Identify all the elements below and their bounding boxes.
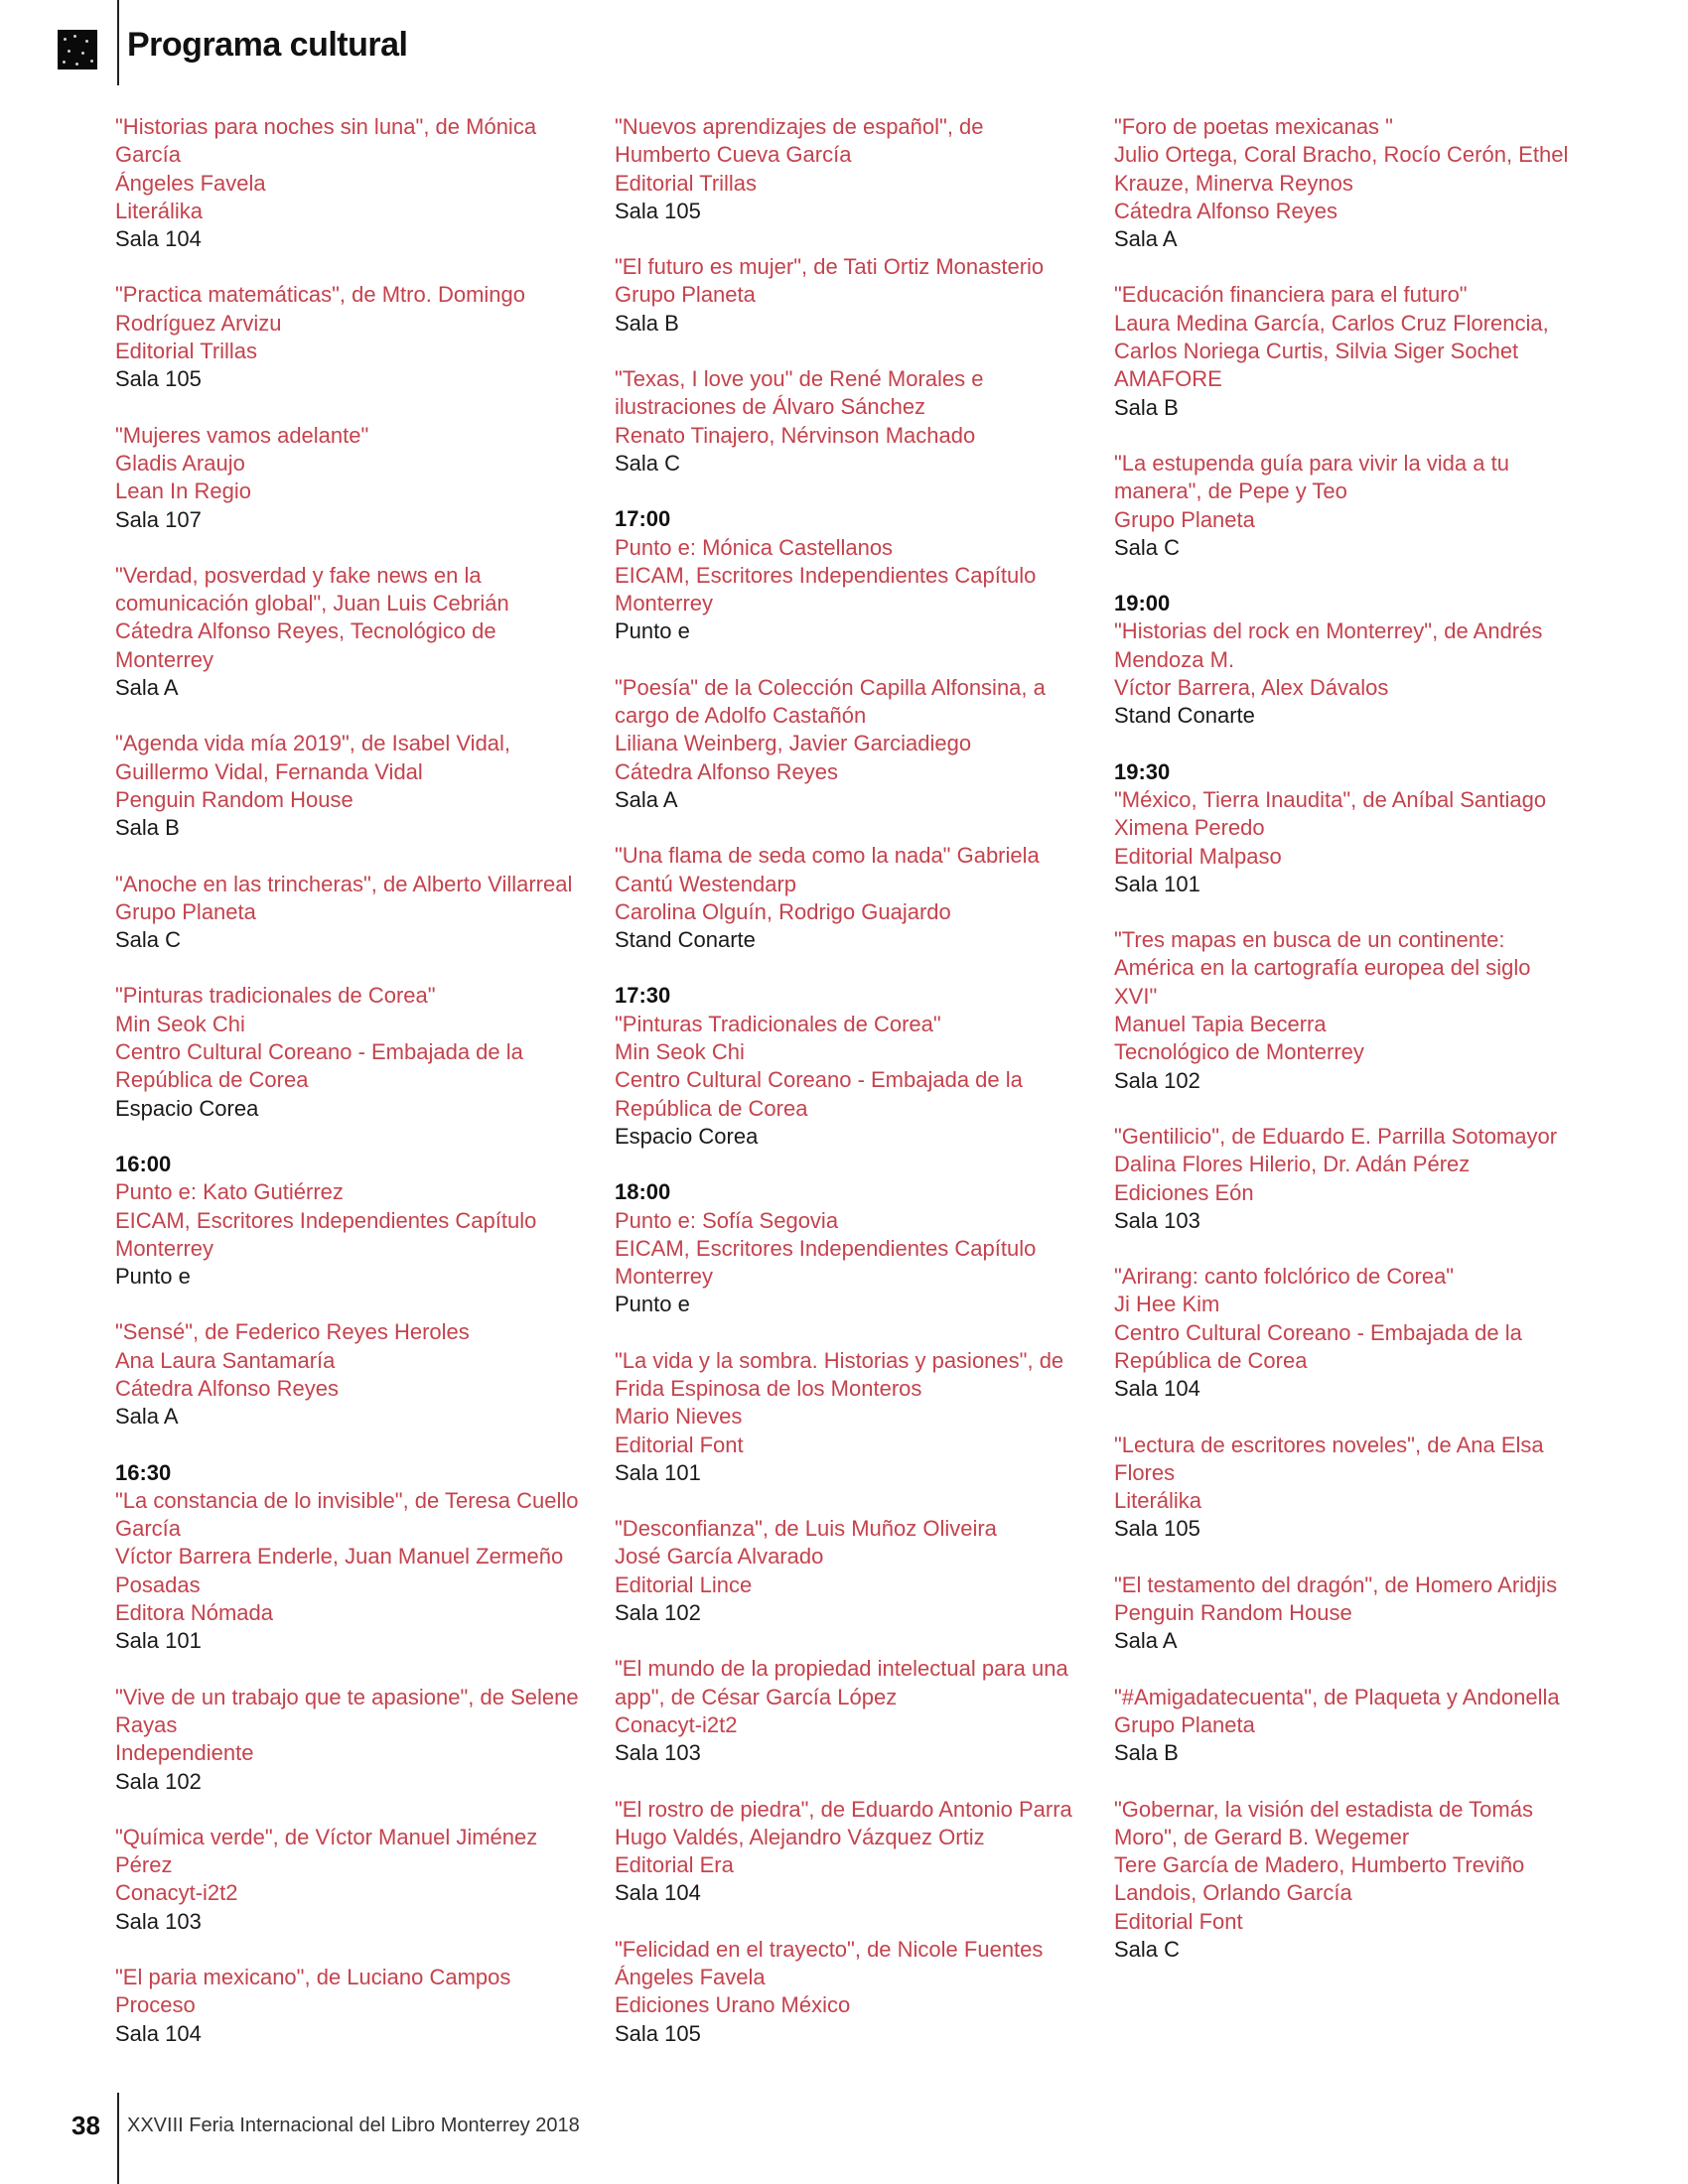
event-venue: Stand Conarte (1114, 703, 1255, 729)
schedule-entry (115, 113, 582, 253)
event-detail-line: Flores (1114, 1459, 1176, 1485)
event-venue: Sala A (115, 675, 179, 701)
event-detail-line: Frida Espinosa de los Monteros (615, 1375, 922, 1401)
event-detail-line: Laura Medina García, Carlos Cruz Florencia, (1114, 310, 1549, 336)
schedule-entry (1114, 1571, 1581, 1656)
event-detail-line: Editorial Font (615, 1432, 744, 1457)
event-venue: Sala 102 (1114, 1067, 1200, 1093)
event-detail-line: XVI" (1114, 983, 1158, 1009)
event-venue: Sala B (1114, 1740, 1179, 1766)
page-title: Programa cultural (127, 26, 408, 64)
event-detail-line: Centro Cultural Coreano - Embajada de la (115, 1039, 523, 1065)
event-detail-line: "Gobernar, la visión del estadista de Tomás (1114, 1796, 1533, 1822)
schedule-entry (1114, 281, 1581, 421)
event-detail-line: EICAM, Escritores Independientes Capítulo (615, 562, 1037, 588)
event-detail-line: Moro", de Gerard B. Wegemer (1114, 1824, 1410, 1849)
event-detail-line: "Una flama de seda como la nada" Gabriela (615, 843, 1040, 869)
event-detail-line: Dalina Flores Hilerio, Dr. Adán Pérez (1114, 1152, 1471, 1177)
event-detail-line: "Mujeres vamos adelante" (115, 422, 369, 448)
schedule-entry (115, 562, 582, 702)
event-detail-line: "Educación financiera para el futuro" (1114, 282, 1468, 308)
event-venue: Sala 102 (615, 1600, 701, 1626)
event-detail-line: cargo de Adolfo Castañón (615, 703, 867, 729)
event-detail-line: Rayas (115, 1711, 178, 1737)
schedule-entry (615, 1936, 1081, 2048)
event-venue: Sala A (115, 1404, 179, 1430)
header-divider (117, 0, 119, 85)
event-detail-line: Cátedra Alfonso Reyes (615, 758, 839, 784)
event-detail-line: García (115, 1516, 182, 1542)
schedule-entry (615, 1515, 1081, 1627)
event-detail-line: Editorial Font (1114, 1908, 1243, 1934)
event-venue: Sala 104 (115, 226, 202, 252)
event-detail-line: Ediciones Eón (1114, 1179, 1254, 1205)
schedule-entry (615, 674, 1081, 814)
event-detail-line: "Sensé", de Federico Reyes Heroles (115, 1319, 470, 1345)
event-venue: Espacio Corea (615, 1123, 759, 1149)
event-venue: Sala 101 (1114, 871, 1200, 896)
time-slot: 19:30 (1114, 758, 1171, 784)
event-detail-line: Editora Nómada (115, 1600, 273, 1626)
event-detail-line: "Nuevos aprendizajes de español", de (615, 114, 984, 139)
schedule-entry (1114, 758, 1581, 898)
time-slot: 16:00 (115, 1151, 172, 1176)
event-detail-line: EICAM, Escritores Independientes Capítulo (615, 1235, 1037, 1261)
schedule-entry (615, 505, 1081, 645)
event-detail-line: Monterrey (615, 591, 714, 616)
schedule-entry (115, 1318, 582, 1431)
event-venue: Sala 103 (1114, 1207, 1200, 1233)
footer-event-name: XXVIII Feria Internacional del Libro Monterrey 2018 (127, 2115, 580, 2136)
event-detail-line: Min Seok Chi (115, 1011, 245, 1036)
schedule-entry (615, 982, 1081, 1151)
event-detail-line: ilustraciones de Álvaro Sánchez (615, 394, 926, 420)
event-detail-line: comunicación global", Juan Luis Cebrián (115, 591, 509, 616)
event-detail-line: "El rostro de piedra", de Eduardo Antonio Parra (615, 1796, 1072, 1822)
schedule-entry (615, 113, 1081, 225)
event-detail-line: Julio Ortega, Coral Bracho, Rocío Cerón, Ethel (1114, 142, 1569, 168)
event-detail-line: "Poesía" de la Colección Capilla Alfonsina, a (615, 674, 1046, 700)
event-detail-line: Grupo Planeta (115, 898, 256, 924)
fair-logo (58, 30, 97, 69)
event-detail-line: "El futuro es mujer", de Tati Ortiz Monasterio (615, 254, 1045, 280)
event-venue: Sala A (615, 786, 678, 812)
event-detail-line: Monterrey (115, 1235, 214, 1261)
event-venue: Sala A (1114, 1628, 1178, 1654)
schedule-entry (115, 1964, 582, 2048)
event-detail-line: Víctor Barrera Enderle, Juan Manuel Zermeño (115, 1544, 564, 1570)
event-detail-line: Cátedra Alfonso Reyes, Tecnológico de (115, 618, 496, 644)
event-detail-line: Literálika (115, 198, 204, 223)
event-venue: Sala C (1114, 534, 1181, 560)
footer-divider (117, 2093, 119, 2184)
event-venue: Sala C (615, 450, 681, 476)
event-detail-line: Renato Tinajero, Nérvinson Machado (615, 422, 976, 448)
event-venue: Sala C (1114, 1937, 1181, 1963)
event-detail-line: "Arirang: canto folclórico de Corea" (1114, 1264, 1455, 1290)
schedule-entry (115, 1684, 582, 1796)
event-detail-line: app", de César García López (615, 1684, 898, 1709)
event-detail-line: Mario Nieves (615, 1404, 743, 1430)
event-detail-line: Ángeles Favela (115, 170, 266, 196)
event-detail-line: Punto e: Mónica Castellanos (615, 534, 894, 560)
schedule-entry (115, 281, 582, 393)
event-detail-line: manera", de Pepe y Teo (1114, 478, 1347, 504)
event-venue: Sala 105 (1114, 1516, 1200, 1542)
event-venue: Stand Conarte (615, 927, 756, 953)
time-slot: 18:00 (615, 1179, 671, 1205)
event-detail-line: "Historias para noches sin luna", de Mónica (115, 114, 537, 139)
event-detail-line: Punto e: Kato Gutiérrez (115, 1179, 344, 1205)
event-detail-line: Pérez (115, 1852, 173, 1878)
schedule-entry (115, 422, 582, 534)
event-venue: Punto e (115, 1264, 191, 1290)
event-detail-line: García (115, 142, 182, 168)
event-detail-line: Tecnológico de Monterrey (1114, 1039, 1364, 1065)
event-detail-line: "Pinturas Tradicionales de Corea" (615, 1011, 941, 1036)
event-venue: Espacio Corea (115, 1095, 259, 1121)
event-detail-line: Cátedra Alfonso Reyes (115, 1375, 340, 1401)
event-detail-line: "El mundo de la propiedad intelectual para una (615, 1656, 1068, 1682)
event-detail-line: Rodríguez Arvizu (115, 310, 282, 336)
event-venue: Sala C (115, 927, 182, 953)
event-detail-line: Posadas (115, 1571, 201, 1597)
event-detail-line: Editorial Trillas (115, 339, 258, 364)
event-detail-line: Editorial Trillas (615, 170, 758, 196)
event-detail-line: Editorial Era (615, 1852, 734, 1878)
event-detail-line: Editorial Malpaso (1114, 843, 1282, 869)
schedule-entry (1114, 590, 1581, 730)
event-detail-line: EICAM, Escritores Independientes Capítulo (115, 1207, 537, 1233)
schedule-entry (115, 1824, 582, 1936)
event-detail-line: "Tres mapas en busca de un continente: (1114, 927, 1505, 953)
event-detail-line: "La vida y la sombra. Historias y pasiones", de (615, 1347, 1064, 1373)
event-detail-line: "Vive de un trabajo que te apasione", de Selene (115, 1684, 579, 1709)
event-detail-line: José García Alvarado (615, 1544, 824, 1570)
event-venue: Sala 101 (115, 1628, 202, 1654)
event-detail-line: Editorial Lince (615, 1571, 753, 1597)
event-detail-line: "Historias del rock en Monterrey", de Andrés (1114, 618, 1543, 644)
schedule-entry (1114, 1263, 1581, 1403)
schedule-entry (1114, 1796, 1581, 1965)
event-detail-line: "Lectura de escritores noveles", de Ana Elsa (1114, 1432, 1544, 1457)
schedule-entry (615, 1796, 1081, 1908)
event-venue: Sala B (115, 815, 180, 841)
schedule-column-3 (1114, 113, 1581, 1991)
event-detail-line: República de Corea (1114, 1347, 1308, 1373)
event-detail-line: "Gentilicio", de Eduardo E. Parrilla Sotomayor (1114, 1123, 1558, 1149)
schedule-entry (115, 1459, 582, 1656)
event-venue: Sala 103 (615, 1740, 701, 1766)
event-venue: Punto e (615, 1292, 690, 1317)
event-detail-line: Centro Cultural Coreano - Embajada de la (615, 1067, 1023, 1093)
schedule-entry (615, 842, 1081, 954)
event-detail-line: Proceso (115, 1992, 196, 2018)
event-detail-line: Lean In Regio (115, 478, 251, 504)
event-detail-line: Tere García de Madero, Humberto Treviño (1114, 1852, 1525, 1878)
event-detail-line: "La estupenda guía para vivir la vida a tu (1114, 450, 1509, 476)
event-detail-line: "Verdad, posverdad y fake news en la (115, 562, 482, 588)
event-detail-line: Liliana Weinberg, Javier Garciadiego (615, 731, 972, 756)
event-detail-line: "#Amigadatecuenta", de Plaqueta y Andonella (1114, 1684, 1560, 1709)
schedule-entry (115, 871, 582, 955)
event-detail-line: AMAFORE (1114, 366, 1222, 392)
schedule-entry (1114, 1123, 1581, 1235)
event-venue: Sala 105 (115, 366, 202, 392)
event-detail-line: Grupo Planeta (615, 282, 756, 308)
schedule-entry (615, 365, 1081, 478)
event-detail-line: Ediciones Urano México (615, 1992, 851, 2018)
page-number: 38 (71, 2111, 100, 2140)
time-slot: 17:00 (615, 506, 671, 532)
event-detail-line: República de Corea (115, 1067, 309, 1093)
event-venue: Sala B (615, 310, 679, 336)
schedule-entry (615, 1347, 1081, 1487)
event-detail-line: Monterrey (615, 1264, 714, 1290)
schedule-entry (615, 1655, 1081, 1767)
event-detail-line: Víctor Barrera, Alex Dávalos (1114, 675, 1389, 701)
schedule-column-1 (115, 113, 582, 2076)
event-detail-line: "Anoche en las trincheras", de Alberto Villarreal (115, 871, 573, 896)
event-detail-line: Penguin Random House (1114, 1600, 1352, 1626)
event-venue: Sala 104 (115, 2020, 202, 2046)
event-detail-line: Carolina Olguín, Rodrigo Guajardo (615, 898, 951, 924)
event-venue: Sala 104 (1114, 1376, 1200, 1402)
schedule-entry (1114, 1684, 1581, 1768)
event-venue: Sala A (1114, 226, 1178, 252)
event-detail-line: Gladis Araujo (115, 450, 245, 476)
event-detail-line: Min Seok Chi (615, 1039, 745, 1065)
schedule-entry (115, 982, 582, 1122)
event-detail-line: "Practica matemáticas", de Mtro. Domingo (115, 282, 525, 308)
event-detail-line: Ximena Peredo (1114, 815, 1265, 841)
schedule-entry (615, 253, 1081, 338)
event-detail-line: Cantú Westendarp (615, 871, 797, 896)
schedule-entry (615, 1178, 1081, 1318)
schedule-entry (1114, 113, 1581, 253)
event-detail-line: Conacyt-i2t2 (615, 1711, 738, 1737)
event-detail-line: Punto e: Sofía Segovia (615, 1207, 839, 1233)
event-detail-line: Hugo Valdés, Alejandro Vázquez Ortiz (615, 1824, 985, 1849)
event-detail-line: República de Corea (615, 1095, 808, 1121)
event-detail-line: Grupo Planeta (1114, 1711, 1255, 1737)
event-detail-line: Independiente (115, 1740, 254, 1766)
event-detail-line: "Texas, I love you" de René Morales e (615, 366, 984, 392)
event-detail-line: "Felicidad en el trayecto", de Nicole Fuentes (615, 1936, 1044, 1962)
event-venue: Sala 105 (615, 198, 701, 223)
time-slot: 19:00 (1114, 591, 1171, 616)
event-detail-line: Ana Laura Santamaría (115, 1347, 336, 1373)
event-detail-line: Ji Hee Kim (1114, 1292, 1220, 1317)
time-slot: 16:30 (115, 1459, 172, 1485)
event-venue: Sala 105 (615, 2020, 701, 2046)
event-detail-line: Humberto Cueva García (615, 142, 852, 168)
schedule-entry (115, 730, 582, 842)
event-detail-line: Manuel Tapia Becerra (1114, 1012, 1327, 1037)
schedule-entry (115, 1151, 582, 1291)
event-venue: Sala 101 (615, 1459, 701, 1485)
event-venue: Sala 103 (115, 1908, 202, 1934)
event-detail-line: "El testamento del dragón", de Homero Aridjis (1114, 1571, 1558, 1597)
event-detail-line: Guillermo Vidal, Fernanda Vidal (115, 758, 423, 784)
event-detail-line: "Agenda vida mía 2019", de Isabel Vidal, (115, 731, 511, 756)
event-venue: Sala B (1114, 394, 1179, 420)
event-detail-line: Literálika (1114, 1488, 1202, 1514)
event-detail-line: Mendoza M. (1114, 646, 1235, 672)
event-detail-line: Grupo Planeta (1114, 506, 1255, 532)
event-venue: Sala 104 (615, 1880, 701, 1906)
event-detail-line: Monterrey (115, 646, 214, 672)
event-detail-line: Ángeles Favela (615, 1965, 766, 1990)
event-detail-line: "Foro de poetas mexicanas " (1114, 114, 1393, 139)
event-venue: Sala 107 (115, 506, 202, 532)
event-venue: Punto e (615, 618, 690, 644)
event-detail-line: América en la cartografía europea del siglo (1114, 955, 1531, 981)
schedule-entry (1114, 1432, 1581, 1544)
schedule-entry (1114, 450, 1581, 562)
event-detail-line: Conacyt-i2t2 (115, 1880, 238, 1906)
event-detail-line: Penguin Random House (115, 786, 353, 812)
event-detail-line: Centro Cultural Coreano - Embajada de la (1114, 1319, 1522, 1345)
event-detail-line: Landois, Orlando García (1114, 1880, 1352, 1906)
event-detail-line: Krauze, Minerva Reynos (1114, 170, 1353, 196)
event-detail-line: "Pinturas tradicionales de Corea" (115, 983, 436, 1009)
schedule-entry (1114, 926, 1581, 1095)
time-slot: 17:30 (615, 983, 671, 1009)
event-detail-line: "México, Tierra Inaudita", de Aníbal Santiago (1114, 786, 1547, 812)
event-venue: Sala 102 (115, 1768, 202, 1794)
event-detail-line: "La constancia de lo invisible", de Teresa Cuello (115, 1487, 579, 1513)
schedule-column-2 (615, 113, 1081, 2076)
event-detail-line: Cátedra Alfonso Reyes (1114, 198, 1338, 223)
event-detail-line: "El paria mexicano", de Luciano Campos (115, 1965, 511, 1990)
event-detail-line: "Desconfianza", de Luis Muñoz Oliveira (615, 1516, 997, 1542)
event-detail-line: "Química verde", de Víctor Manuel Jiménez (115, 1824, 538, 1849)
event-detail-line: Carlos Noriega Curtis, Silvia Siger Sochet (1114, 339, 1519, 364)
